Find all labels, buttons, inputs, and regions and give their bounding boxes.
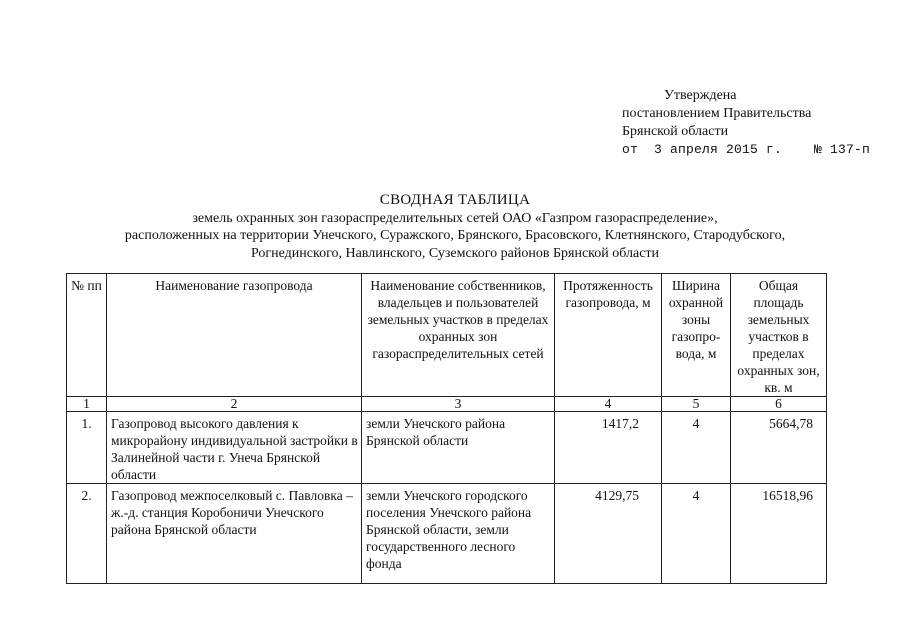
approval-title: Утверждена <box>664 88 737 103</box>
header-total-area: Общая площадь земельных участков в пределах охранных зон, кв. м <box>731 274 827 397</box>
column-number: 1 <box>67 397 107 412</box>
pipeline-name-cell: Газопровод высокого давления к микрорайону индивидуальной застройки в Залинейной части г. Унеча Брянской области <box>107 412 362 484</box>
area-cell: 16518,96 <box>731 484 827 584</box>
header-owners: Наименование собственников, владельцев и пользователей земельных участков в пределах охранных зон газораспределительных сетей <box>362 274 555 397</box>
document-title: СВОДНАЯ ТАБЛИЦА <box>379 192 531 208</box>
table-header-row <box>67 274 827 397</box>
owners-cell: земли Унечского городского поселения Унечского района Брянской области, земли государственного лесного фонда <box>362 484 555 584</box>
pipeline-name-cell: Газопровод межпоселковый с. Павловка – ж.-д. станция Коробоничи Унечского района Брянской области <box>107 484 362 584</box>
header-length: Протяженность газопровода, м <box>555 274 662 397</box>
summary-table <box>66 273 827 584</box>
column-number: 2 <box>107 397 362 412</box>
owners-cell: земли Унечского района Брянской области <box>362 412 555 484</box>
table-row <box>67 484 827 584</box>
document-subtitle-line-1: земель охранных зон газораспределительных сетей ОАО «Газпром газораспределение», <box>192 210 718 226</box>
column-number-row <box>67 397 827 412</box>
header-number: № пп <box>67 274 107 397</box>
approval-authority: постановлением Правительства <box>622 106 812 121</box>
header-pipeline-name: Наименование газопровода <box>107 274 362 397</box>
column-number: 3 <box>362 397 555 412</box>
zone-width-cell: 4 <box>662 412 731 484</box>
length-cell: 4129,75 <box>555 484 662 584</box>
column-number: 6 <box>731 397 827 412</box>
area-cell: 5664,78 <box>731 412 827 484</box>
approval-block <box>622 87 870 159</box>
approval-region: Брянской области <box>622 124 729 139</box>
length-cell: 1417,2 <box>555 412 662 484</box>
row-number: 2. <box>67 484 107 584</box>
column-number: 5 <box>662 397 731 412</box>
zone-width-cell: 4 <box>662 484 731 584</box>
column-number: 4 <box>555 397 662 412</box>
document-heading <box>70 192 840 262</box>
header-zone-width: Ширина охранной зоны газопро-вода, м <box>662 274 731 397</box>
table-row <box>67 412 827 484</box>
row-number: 1. <box>67 412 107 484</box>
approval-date-number: от 3 апреля 2015 г. № 137-п <box>622 142 871 157</box>
document-subtitle-line-2: расположенных на территории Унечского, Суражского, Брянского, Брасовского, Клетнянского, Стародубского, <box>124 228 786 243</box>
document-subtitle-line-3: Рогнединского, Навлинского, Суземского районов Брянской области <box>250 245 660 261</box>
